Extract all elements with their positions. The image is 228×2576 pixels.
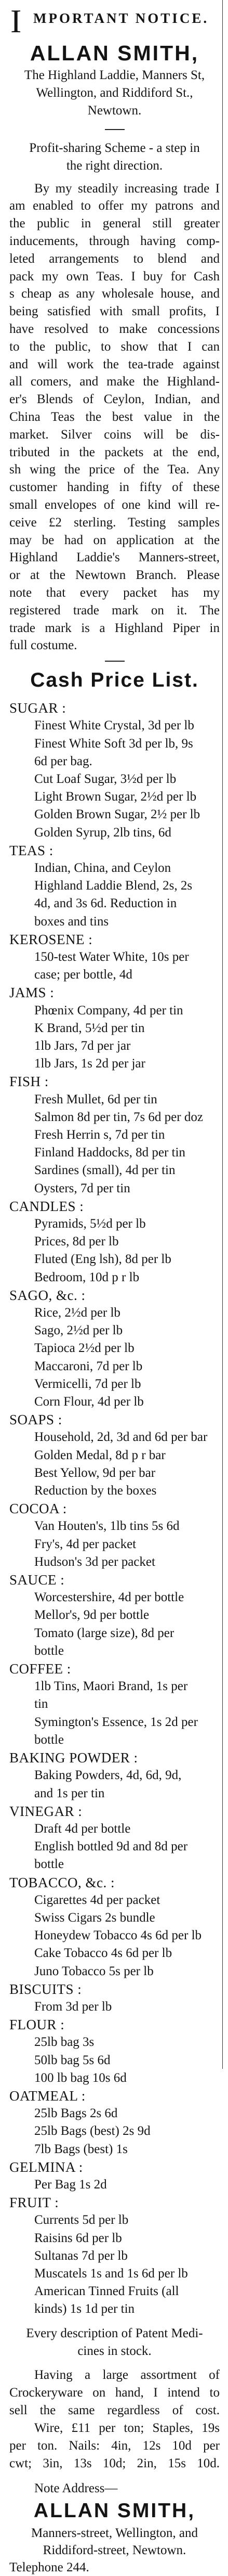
footer-address-line: Telephone 244. [9, 2560, 89, 2574]
price-category: GELMINA : [9, 2159, 83, 2175]
price-item: 4d, and 3s 6d. Reduction in [34, 896, 177, 911]
price-item: Finest White Soft 3d per lb, 9s [34, 736, 193, 751]
price-category: SOAPS : [9, 1412, 62, 1428]
crockery-line: Wire, £11 per ton; Staples, 19s [34, 2420, 220, 2435]
price-section [9, 1411, 220, 1500]
price-item: Worcestershire, 4d per bottle [34, 1590, 184, 1605]
body-line: small envelopes of one kind will re- [9, 497, 220, 512]
body-line: market. Silver coins will be dis- [9, 427, 220, 442]
price-category: FLOUR : [9, 2017, 65, 2033]
address-line: Newtown. [87, 104, 142, 118]
price-section [9, 1980, 220, 2016]
price-section [9, 984, 220, 1073]
price-section [9, 1197, 220, 1286]
price-section [9, 1571, 220, 1660]
body-line: leted arrangements to blend and [9, 251, 220, 266]
price-category: SUGAR : [9, 700, 66, 716]
body-line: er's Blends of Ceylon, Indian, and [9, 392, 220, 407]
body-line: may be had on application at the [9, 533, 220, 547]
price-item: Raisins 6d per lb [34, 2231, 122, 2245]
price-item: Highland Laddie Blend, 2s, 2s [34, 879, 193, 893]
price-item: Fresh Mullet, 6d per tin [34, 1092, 157, 1106]
price-item: Cake Tobacco 4s 6d per lb [34, 1946, 172, 1961]
price-item: Tapioca 2½d per lb [34, 1341, 135, 1356]
price-item: bottle [34, 1643, 64, 1658]
crockery-line: sell the same regardless of cost. [9, 2403, 220, 2417]
price-category: CANDLES : [9, 1198, 84, 1214]
price-category: FRUIT : [9, 2195, 59, 2211]
advertiser-address [9, 67, 220, 120]
price-item: Juno Tobacco 5s per lb [34, 1964, 154, 1978]
price-item: Corn Flour, 4d per lb [34, 1395, 144, 1409]
price-item: Prices, 8d per lb [34, 1234, 119, 1249]
body-line: note that every packet has my [9, 585, 220, 600]
price-item: Hudson's 3d per packet [34, 1554, 155, 1569]
price-item: Van Houten's, 1lb tins 5s 6d [34, 1519, 180, 1534]
price-item: Light Brown Sugar, 2½d per lb [34, 790, 197, 804]
price-item: From 3d per lb [34, 1999, 112, 2014]
price-item: 25lb Bags 2s 6d [34, 2106, 118, 2121]
separator-rule [105, 661, 125, 662]
price-section [9, 2087, 220, 2158]
price-section [9, 842, 220, 931]
price-item: Swiss Cigars 2s bundle [34, 1910, 155, 1925]
price-section [9, 699, 220, 842]
price-list [9, 699, 220, 2318]
crockery-line: cwt; 3in, 13s 10d; 2in, 15s 10d. [9, 2456, 220, 2470]
price-item: Honeydew Tobacco 4s 6d per lb [34, 1928, 202, 1943]
price-category: TOBACCO, &c. : [9, 1874, 115, 1890]
price-item: bottle [34, 1857, 64, 1872]
price-section [9, 1802, 220, 1874]
price-item: tin [34, 1697, 48, 1711]
price-item: Best Yellow, 9d per bar [34, 1465, 156, 1480]
advertisement-column [9, 3, 220, 2576]
price-item: kinds) 1s 1d per tin [34, 2302, 135, 2316]
price-section [9, 2158, 220, 2194]
price-item: Fry's, 4d per packet [34, 1537, 137, 1551]
notice-title: MPORTANT NOTICE. [33, 10, 209, 26]
body-line: s cheap as any wholesale house, and [9, 287, 220, 301]
crockery-note [9, 2366, 220, 2472]
price-item: boxes and tins [34, 914, 109, 929]
price-list-title: Cash Price List. [30, 669, 199, 692]
price-item: Household, 2d, 3d and 6d per bar [34, 1430, 208, 1445]
column-rule [222, 0, 223, 2069]
price-category: COCOA : [9, 1501, 67, 1517]
price-category: BISCUITS : [9, 1981, 82, 1997]
advertiser-name: ALLAN SMITH, [30, 41, 199, 65]
body-line: or at the Newtown Branch. Please [9, 568, 220, 583]
scheme-description [9, 180, 220, 655]
price-item: Finland Haddocks, 8d per tin [34, 1145, 185, 1160]
price-item: Currents 5d per lb [34, 2213, 129, 2227]
price-section [9, 2016, 220, 2087]
price-section [9, 1660, 220, 1749]
price-category: FISH : [9, 1074, 49, 1090]
address-line: Wellington, and Riddiford St., [36, 86, 193, 100]
price-item: 25lb Bags (best) 2s 9d [34, 2124, 151, 2139]
body-line: being satisfied with small profits, I [9, 304, 220, 319]
price-item: 25lb bag 3s [34, 2035, 95, 2050]
price-category: SAUCE : [9, 1572, 65, 1588]
body-line: ceive £2 sterling. Testing samples [9, 515, 220, 530]
price-section [9, 1749, 220, 1802]
price-item: Golden Medal, 8d p r bar [34, 1448, 166, 1462]
body-line: pack my own Teas. I buy for Cash [9, 269, 220, 284]
price-item: Phœnix Company, 4d per tin [34, 1003, 183, 1017]
price-item: Golden Syrup, 2lb tins, 6d [34, 825, 171, 840]
body-line: sh wing the price of the Tea. Any [9, 462, 220, 477]
price-item: Fluted (Eng lsh), 8d per lb [34, 1252, 171, 1267]
price-category: VINEGAR : [9, 1803, 83, 1819]
price-item: Sardines (small), 4d per tin [34, 1163, 176, 1178]
price-category: OATMEAL : [9, 2088, 86, 2104]
price-item: Per Bag 1s 2d [34, 2177, 107, 2192]
intro-line: Profit-sharing Scheme - a step in [29, 141, 200, 155]
price-item: Tomato (large size), 8d per [34, 1626, 175, 1640]
price-item: Indian, China, and Ceylon [34, 860, 171, 875]
scheme-intro [9, 139, 220, 175]
price-section [9, 2194, 220, 2318]
price-item: 6d per bag. [34, 754, 92, 768]
body-line: China Teas the best value in the [9, 409, 220, 424]
body-line: tributed in the packets at the end, [9, 445, 220, 459]
note-address-label: Note Address— [34, 2481, 118, 2495]
footer-address [9, 2525, 220, 2576]
price-item: Maccaroni, 7d per lb [34, 1359, 143, 1373]
price-item: Rice, 2½d per lb [34, 1306, 120, 1320]
crockery-line: Having a large assortment of [34, 2367, 220, 2382]
price-item: Golden Brown Sugar, 2½ per lb [34, 807, 200, 822]
price-item: and 1s per tin [34, 1786, 105, 1800]
footer-address-line: Riddiford-street, Newtown. [43, 2543, 186, 2557]
price-item: Reduction by the boxes [34, 1484, 157, 1498]
body-line: customer handing in fifty of these [9, 480, 220, 495]
patent-line: Every description of Patent Medi- [26, 2326, 203, 2340]
price-category: SAGO, &c. : [9, 1287, 86, 1303]
intro-line: the right direction. [66, 158, 163, 173]
price-item: 150-test Water White, 10s per [34, 949, 189, 964]
price-section [9, 1500, 220, 1571]
price-item: 50lb bag 5s 6d [34, 2053, 111, 2067]
price-section [9, 1286, 220, 1411]
price-category: BAKING POWDER : [9, 1750, 138, 1766]
price-item: Fresh Herrin s, 7d per tin [34, 1127, 165, 1142]
body-line: full costume. [9, 638, 77, 653]
crockery-line: Crockeryware on hand, I intend to [9, 2385, 220, 2400]
address-line: The Highland Laddie, Manners St, [24, 68, 205, 82]
notice-heading [9, 3, 220, 40]
crockery-line: per ton. Nails: 4in, 12s 10d per [9, 2438, 220, 2453]
price-item: 100 lb bag 10s 6d [34, 2070, 127, 2085]
price-category: TEAS : [9, 842, 53, 858]
body-line: registered trade mark on it. The [9, 603, 220, 617]
price-item: Sultanas 7d per lb [34, 2248, 128, 2263]
price-item: 1lb Jars, 7d per jar [34, 1038, 131, 1053]
body-line: inducements, through having comp- [9, 234, 220, 248]
price-item: Oysters, 7d per tin [34, 1181, 130, 1195]
price-category: KEROSENE : [9, 931, 93, 947]
price-item: Muscatels 1s and 1s 6d per lb [34, 2266, 188, 2281]
price-item: case; per bottle, 4d [34, 968, 132, 982]
separator-rule [105, 129, 125, 130]
price-item: Symington's Essence, 1s 2d per [34, 1715, 198, 1729]
body-line: By my steadily increasing trade I [34, 181, 220, 196]
price-section [9, 1874, 220, 1980]
price-item: Vermicelli, 7d per lb [34, 1376, 141, 1391]
price-item: 1lb Tins, Maori Brand, 1s per [34, 1679, 188, 1694]
body-line: the public in general still greater [9, 216, 220, 231]
price-item: Salmon 8d per tin, 7s 6d per doz [34, 1110, 203, 1124]
price-item: K Brand, 5½d per tin [34, 1021, 145, 1035]
price-item: Cigarettes 4d per packet [34, 1892, 160, 1907]
price-category: COFFEE : [9, 1661, 71, 1677]
body-line: to the public, to show that I can [9, 339, 220, 354]
footer-advertiser-name: ALLAN SMITH, [33, 2499, 196, 2522]
body-line: have resolved to make concessions [9, 321, 220, 336]
body-line: trade mark is a Highland Piper in [9, 621, 220, 635]
body-line: Highland Laddie's Manners-street, [9, 550, 220, 565]
patent-line: cines in stock. [77, 2343, 152, 2358]
price-section [9, 931, 220, 984]
price-item: Draft 4d per bottle [34, 1821, 131, 1836]
price-item: American Tinned Fruits (all [34, 2284, 179, 2299]
price-category: JAMS : [9, 985, 55, 1001]
body-line: and will work the tea-trade against [9, 357, 220, 371]
price-item: Cut Loaf Sugar, 3½d per lb [34, 771, 177, 786]
price-item: 1lb Jars, 1s 2d per jar [34, 1057, 145, 1071]
patent-medicines-note [9, 2325, 220, 2360]
body-line: all comers, and make the Highland- [9, 375, 220, 389]
price-item: Baking Powders, 4d, 6d, 9d, [34, 1768, 182, 1783]
price-item: bottle [34, 1732, 64, 1747]
price-item: Mellor's, 9d per bottle [34, 1608, 150, 1622]
body-line: am enabled to offer my patrons and [9, 199, 220, 213]
price-item: Finest White Crystal, 3d per lb [34, 718, 194, 733]
price-item: Bedroom, 10d p r lb [34, 1270, 140, 1284]
price-item: 7lb Bags (best) 1s [34, 2142, 128, 2156]
notice-drop-initial: I [10, 3, 22, 40]
price-item: Sago, 2½d per lb [34, 1323, 123, 1338]
price-item: English bottled 9d and 8d per [34, 1839, 188, 1854]
price-section [9, 1073, 220, 1197]
price-item: Pyramids, 5½d per lb [34, 1217, 146, 1231]
footer-address-line: Manners-street, Wellington, and [31, 2526, 198, 2540]
